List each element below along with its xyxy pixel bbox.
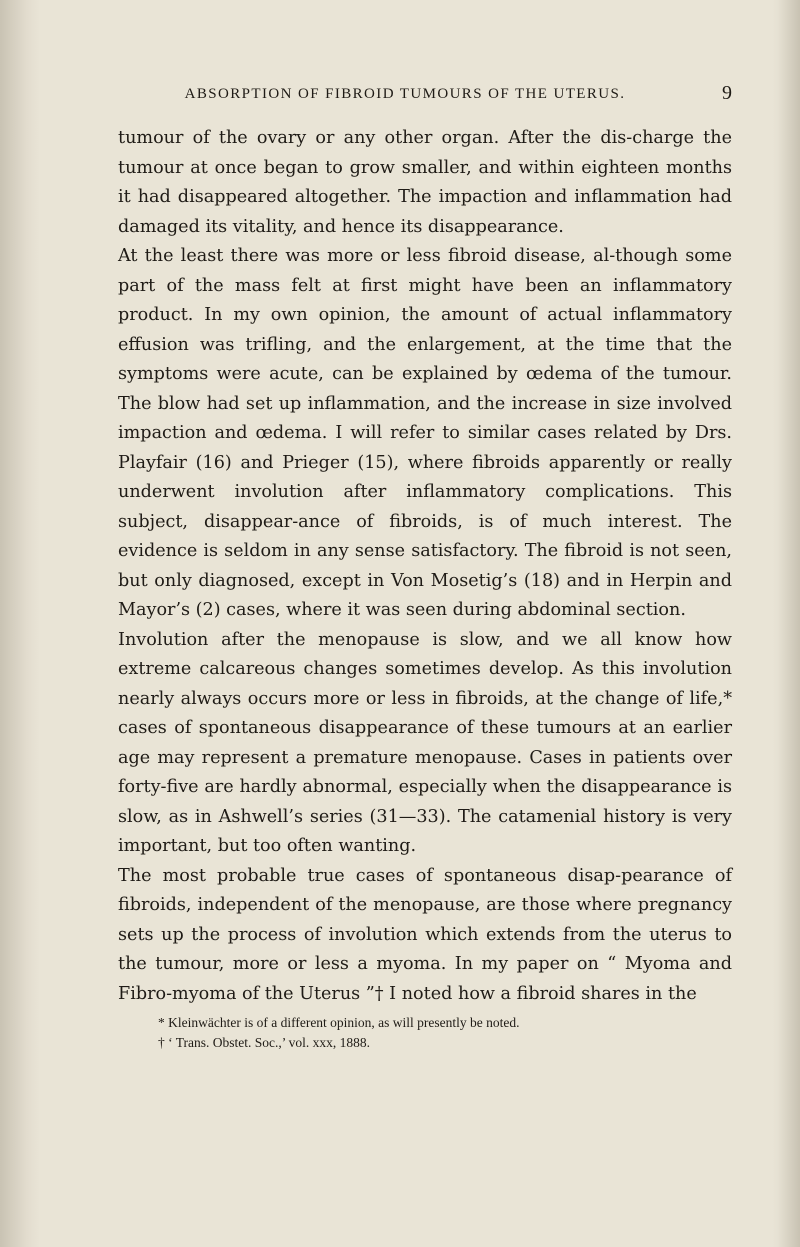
footnote-kleinwachter: * Kleinwächter is of a different opinion, as will presently be noted. (158, 1015, 520, 1030)
paragraph-1: tumour of the ovary or any other organ. After the dis-charge the tumour at once began to grow smaller, and within eighteen months it had disappeared altogether. The impaction and inflammation had damaged its vitality, and hence its disappearance. (118, 128, 732, 237)
scan-shadow-left (0, 0, 40, 1247)
page-number: 9 (722, 82, 732, 104)
paragraph-3: Involution after the menopause is slow, and we all know how extreme calcareous changes sometimes develop. As this involution nearly always occurs more or less in fibroids, at the change of life,* cases of spontaneous disappearance of these tumours at an earlier age may represent a premature menopause. Cases in patients over forty-five are hardly abnormal, especially when the disappearance is slow, as in Ashwell’s series (31—33). The catamenial history is very important, but too often wanting. (118, 629, 732, 856)
book-page (118, 82, 732, 1053)
paragraph-2: At the least there was more or less fibroid disease, al-though some part of the mass felt at first might have been an inflammatory product. In my own opinion, the amount of actual inflammatory effusion was trifling, and the enlargement, at the time that the symptoms were acute, can be explained by œdema of the tumour. The blow had set up inflammation, and the increase in size involved impaction and œdema. I will refer to similar cases related by Drs. Playfair (16) and Prieger (15), where fibroids apparently or really underwent involution after inflammatory complications. This subject, disappear-ance of fibroids, is of much interest. The evidence is seldom in any sense satisfactory. The fibroid is not seen, but only diagnosed, except in Von Mosetig’s (18) and in Herpin and Mayor’s (2) cases, where it was seen during abdominal section. (118, 246, 732, 620)
running-title: ABSORPTION OF FIBROID TUMOURS OF THE UTERUS. (184, 86, 626, 102)
body-text (118, 124, 732, 1009)
scan-shadow-right (772, 0, 800, 1247)
running-head (118, 82, 732, 122)
footnotes (118, 1013, 732, 1053)
footnote-trans-obstet: † ‘ Trans. Obstet. Soc.,’ vol. xxx, 1888. (158, 1035, 371, 1050)
paragraph-4: The most probable true cases of spontaneous disap-pearance of fibroids, independent of the menopause, are those where pregnancy sets up the process of involution which extends from the uterus to the tumour, more or less a myoma. In my paper on “ Myoma and Fibro-myoma of the Uterus ”† I noted how a fibroid shares in the (118, 865, 732, 1004)
